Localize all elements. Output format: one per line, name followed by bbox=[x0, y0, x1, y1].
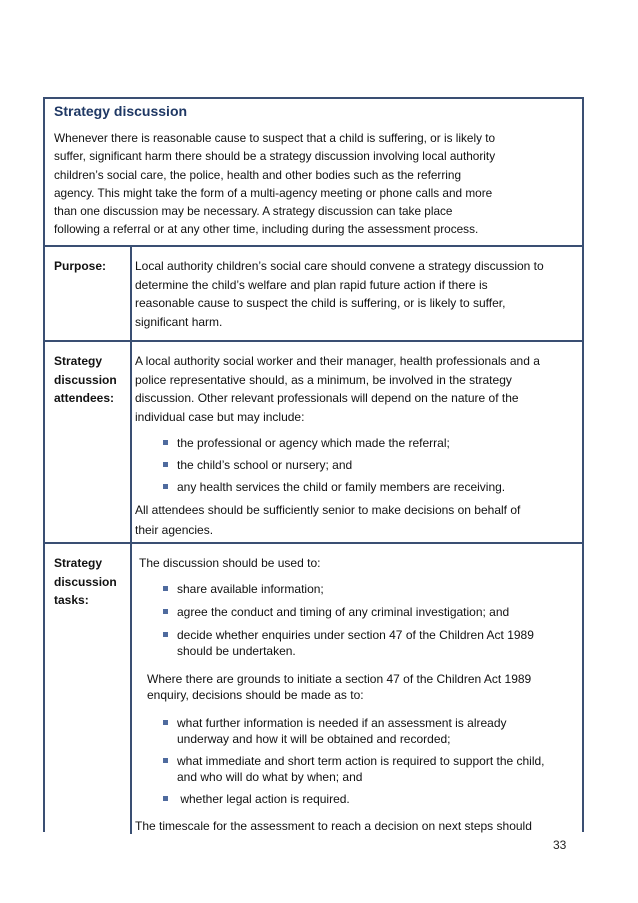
list-item bbox=[135, 435, 580, 451]
attendees-line: discussion. Other relevant professionals will depend on the nature of the bbox=[135, 391, 519, 405]
purpose-line: reasonable cause to suspect the child is suffering, or is likely to suffer, bbox=[135, 296, 506, 310]
attendees-line: A local authority social worker and their manager, health professionals and a bbox=[135, 354, 540, 368]
attendees-row bbox=[45, 340, 582, 544]
bullet-square-icon bbox=[163, 484, 168, 489]
intro-line: Whenever there is reasonable cause to suspect that a child is suffering, or is likely to bbox=[54, 131, 496, 145]
list-item-text: share available information; bbox=[177, 581, 324, 596]
intro-line: agency. This might take the form of a multi-agency meeting or phone calls and more bbox=[54, 185, 493, 200]
attendees-label-line: discussion bbox=[54, 372, 117, 387]
intro-line: suffer, significant harm there should be a strategy discussion involving local authority bbox=[54, 149, 496, 164]
attendees-text bbox=[135, 352, 580, 540]
purpose-line: determine the child’s welfare and plan rapid future action if there is bbox=[135, 277, 488, 292]
bullet-square-icon bbox=[163, 440, 168, 445]
page-number: 33 bbox=[553, 838, 567, 852]
tasks-middle-line: Where there are grounds to initiate a section 47 of the Children Act 1989 bbox=[147, 671, 532, 686]
bullet-square-icon bbox=[163, 586, 168, 591]
purpose-row bbox=[45, 245, 582, 342]
list-item-text: the child’s school or nursery; and bbox=[177, 458, 353, 472]
bullet-square-icon bbox=[163, 609, 168, 614]
tasks-label-line: discussion bbox=[54, 574, 117, 589]
tasks-label-line: Strategy bbox=[54, 556, 103, 570]
section-heading: Strategy discussion bbox=[54, 103, 188, 119]
purpose-line: Local authority children’s social care should convene a strategy discussion to bbox=[135, 259, 544, 273]
intro-line: following a referral or at any other time, including during the assessment process. bbox=[54, 222, 479, 237]
attendees-bullet-list bbox=[135, 435, 580, 495]
attendees-closing-line: their agencies. bbox=[135, 523, 214, 537]
list-item bbox=[135, 753, 580, 785]
list-item-text: the professional or agency which made the referral; bbox=[177, 436, 450, 450]
bullet-square-icon bbox=[163, 720, 168, 725]
list-item bbox=[135, 791, 580, 807]
tasks-bullet-list bbox=[135, 581, 580, 659]
tasks-label bbox=[54, 554, 117, 610]
tasks-middle-line: enquiry, decisions should be made as to: bbox=[147, 687, 364, 702]
bullet-square-icon bbox=[163, 758, 168, 763]
list-item-text: any health services the child or family members are receiving. bbox=[177, 480, 506, 494]
attendees-line: individual case but may include: bbox=[135, 409, 305, 424]
intro-section bbox=[45, 99, 582, 247]
intro-line: children’s social care, the police, health and other bodies such as the referring bbox=[54, 167, 462, 182]
bullet-square-icon bbox=[163, 796, 168, 801]
list-item bbox=[135, 479, 580, 495]
list-item-text: what further information is needed if an assessment is already underway and how it will be obtained and recorded; bbox=[177, 715, 507, 746]
attendees-label-line: Strategy bbox=[54, 354, 103, 368]
list-item-text: decide whether enquiries under section 47 of the Children Act 1989 should be undertaken. bbox=[177, 627, 534, 658]
attendees-label-line: attendees: bbox=[54, 391, 115, 405]
attendees-label bbox=[54, 352, 117, 408]
list-item-text: agree the conduct and timing of any criminal investigation; and bbox=[177, 604, 510, 619]
list-item bbox=[135, 627, 580, 659]
bullet-square-icon bbox=[163, 462, 168, 467]
tasks-closing-line: The timescale for the assessment to reach a decision on next steps should bbox=[135, 818, 532, 833]
list-item-text: whether legal action is required. bbox=[177, 791, 350, 806]
intro-line: than one discussion may be necessary. A strategy discussion can take place bbox=[54, 204, 453, 219]
list-item bbox=[135, 581, 580, 597]
intro-text bbox=[54, 129, 574, 239]
tasks-bullet-list-2 bbox=[135, 715, 580, 807]
bullet-square-icon bbox=[163, 632, 168, 637]
tasks-row bbox=[45, 542, 582, 834]
purpose-text bbox=[135, 257, 580, 331]
list-item bbox=[135, 715, 580, 747]
purpose-line: significant harm. bbox=[135, 314, 223, 329]
list-item bbox=[135, 457, 580, 473]
attendees-line: police representative should, as a minimum, be involved in the strategy bbox=[135, 372, 512, 387]
list-item-text: what immediate and short term action is required to support the child, and who will do what by when; and bbox=[177, 753, 545, 784]
strategy-discussion-box bbox=[43, 97, 584, 832]
tasks-label-line: tasks: bbox=[54, 593, 89, 607]
tasks-lead: The discussion should be used to: bbox=[139, 556, 321, 570]
purpose-label: Purpose: bbox=[54, 259, 107, 273]
tasks-middle-text bbox=[135, 671, 580, 703]
attendees-closing-line: All attendees should be sufficiently senior to make decisions on behalf of bbox=[135, 503, 521, 517]
list-item bbox=[135, 604, 580, 620]
tasks-text bbox=[135, 554, 580, 835]
